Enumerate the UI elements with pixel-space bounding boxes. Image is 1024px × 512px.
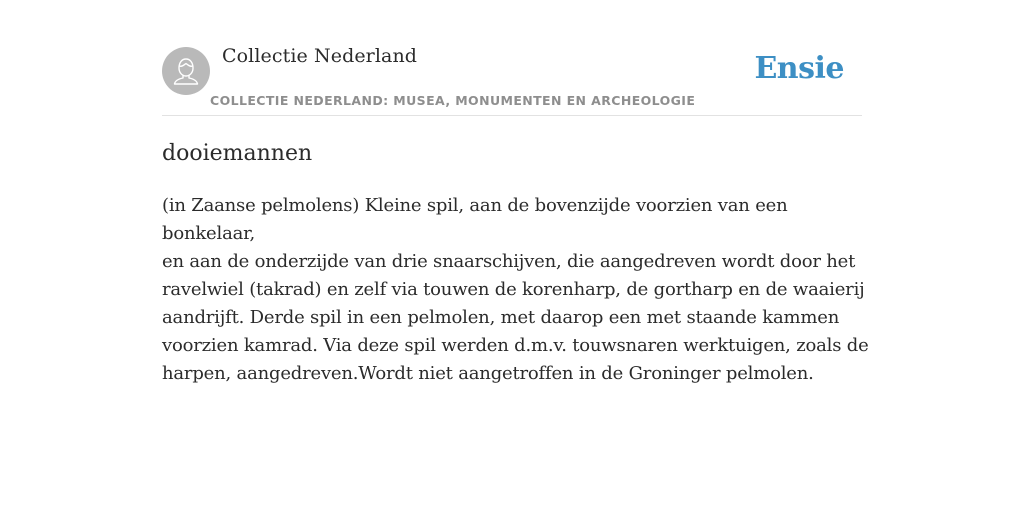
entry-title: dooiemannen: [162, 141, 313, 166]
user-silhouette-icon: [162, 47, 210, 95]
definition-line: aandrijft. Derde spil in een pelmolen, met daarop een met staande kammen: [162, 307, 840, 328]
entry-header: [162, 0, 862, 116]
author-name[interactable]: Collectie Nederland: [222, 45, 418, 67]
definition-line: ravelwiel (takrad) en zelf via touwen de korenharp, de gortharp en de waaierij: [162, 279, 865, 300]
definition-line: voorzien kamrad. Via deze spil werden d.m.v. touwsnaren werktuigen, zoals de: [162, 335, 869, 356]
definition-line: en aan de onderzijde van drie snaarschijven, die aangedreven wordt door het: [162, 251, 856, 272]
entry-definition: [162, 192, 872, 388]
source-subtitle[interactable]: COLLECTIE NEDERLAND: MUSEA, MONUMENTEN EN ARCHEOLOGIE: [210, 93, 696, 108]
definition-line: harpen, aangedreven.Wordt niet aangetroffen in de Groninger pelmolen.: [162, 363, 814, 384]
entry-card: [162, 0, 869, 384]
site-logo[interactable]: Ensie: [754, 51, 844, 86]
definition-line: (in Zaanse pelmolens) Kleine spil, aan de bovenzijde voorzien van een bonkelaar,: [162, 195, 788, 244]
avatar[interactable]: [162, 47, 210, 95]
